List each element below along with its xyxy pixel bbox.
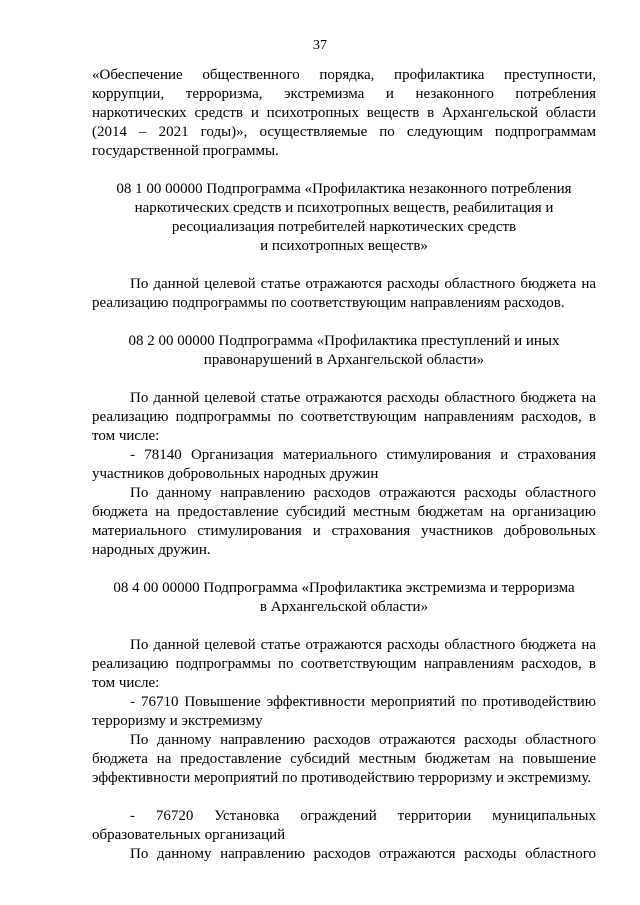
section-084 bbox=[92, 579, 596, 864]
section-heading bbox=[92, 332, 596, 370]
page-number: 37 bbox=[313, 38, 327, 53]
section-082 bbox=[92, 332, 596, 560]
intro-paragraph: «Обеспечение общественного порядка, профилактика преступности, коррупции, терроризма, экстремизма и незаконного потребления наркотических средств и психотропных веществ в Архангельской области (2014 – 2021 годы)», осуществляемые по следующим подпрограммам государственной программы. bbox=[92, 67, 596, 159]
heading-line: наркотических средств и психотропных веществ, реабилитация и bbox=[134, 200, 554, 216]
heading-line: 08 1 00 00000 Подпрограмма «Профилактика незаконного потребления bbox=[116, 181, 572, 197]
heading-line: и психотропных веществ» bbox=[260, 238, 428, 254]
heading-line: 08 2 00 00000 Подпрограмма «Профилактика преступлений и иных bbox=[128, 333, 560, 349]
section-heading bbox=[92, 180, 596, 256]
heading-line: 08 4 00 00000 Подпрограмма «Профилактика экстремизма и терроризма bbox=[113, 580, 575, 596]
expense-item-description: По данному направлению расходов отражаются расходы областного бюджета на предоставление субсидий местным бюджетам на организацию материального стимулирования и страхования участников добровольных народных дружин. bbox=[92, 485, 596, 558]
section-body: По данной целевой статье отражаются расходы областного бюджета на реализацию подпрограммы по соответствующим направлениям расходов, в том числе: bbox=[92, 390, 596, 444]
page-content bbox=[92, 66, 596, 864]
heading-line: правонарушений в Архангельской области» bbox=[203, 352, 485, 368]
heading-line: в Архангельской области» bbox=[259, 599, 429, 615]
expense-item: - 78140 Организация материального стимулирования и страхования участников добровольных народных дружин bbox=[92, 447, 596, 482]
section-body: По данной целевой статье отражаются расходы областного бюджета на реализацию подпрограммы по соответствующим направлениям расходов. bbox=[92, 276, 596, 311]
section-body: По данной целевой статье отражаются расходы областного бюджета на реализацию подпрограммы по соответствующим направлениям расходов, в том числе: bbox=[92, 637, 596, 691]
expense-item-description: По данному направлению расходов отражаются расходы областного bbox=[130, 846, 596, 862]
expense-item: - 76720 Установка ограждений территории муниципальных образовательных организаций bbox=[92, 808, 596, 843]
section-081 bbox=[92, 180, 596, 313]
expense-item-description: По данному направлению расходов отражаются расходы областного бюджета на предоставление субсидий местным бюджетам на повышение эффективности мероприятий по противодействию терроризму и экстремизму. bbox=[92, 732, 596, 786]
section-heading bbox=[92, 579, 596, 617]
expense-item: - 76710 Повышение эффективности мероприятий по противодействию терроризму и экстремизму bbox=[92, 694, 596, 729]
heading-line: ресоциализация потребителей наркотических средств bbox=[171, 219, 517, 235]
